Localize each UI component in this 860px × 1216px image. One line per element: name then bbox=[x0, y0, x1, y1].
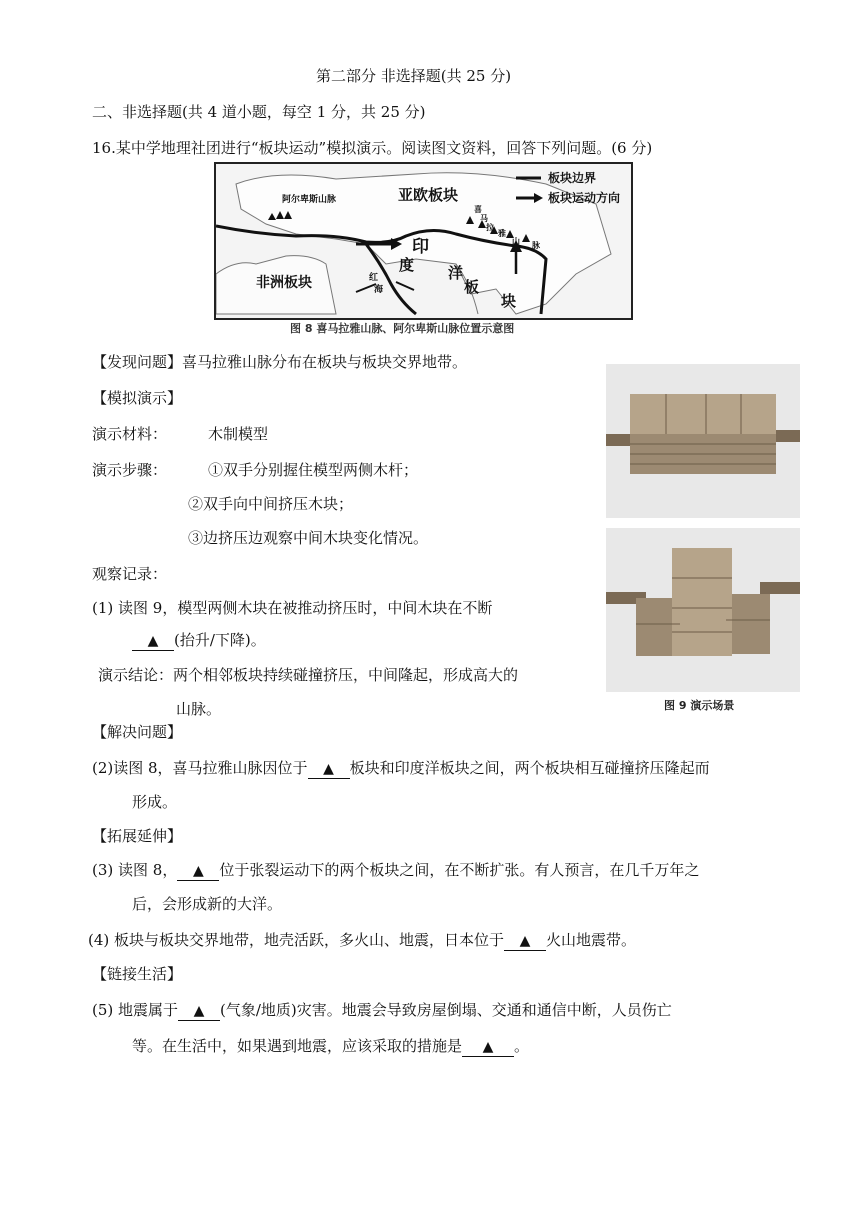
conclusion-line-1: 演示结论：两个相邻板块持续碰撞挤压，中间隆起，形成高大的 bbox=[98, 666, 519, 684]
question-stem: 16.某中学地理社团进行“板块运动”模拟演示。阅读图文资料，回答下列问题。(6 分) bbox=[92, 139, 653, 157]
india-plate-label-3: 洋 bbox=[448, 264, 464, 282]
question-4-suffix: 火山地震带。 bbox=[546, 931, 637, 949]
question-5-line-1 bbox=[92, 1000, 672, 1021]
himalaya-label-6: 脉 bbox=[532, 241, 540, 250]
step-3: ③边挤压边观察中间木块变化情况。 bbox=[188, 529, 429, 547]
figure-8-caption: 图 8 喜马拉雅山脉、阿尔卑斯山脉位置示意图 bbox=[290, 322, 515, 335]
himalaya-label-4: 雅 bbox=[498, 229, 506, 238]
find-problem: 【发现问题】喜马拉雅山脉分布在板块与板块交界地带。 bbox=[92, 353, 468, 371]
question-3-line-2: 后，会形成新的大洋。 bbox=[132, 895, 283, 913]
step-2: ②双手向中间挤压木块； bbox=[188, 495, 354, 513]
blank-marker: ▲ bbox=[147, 633, 159, 649]
african-plate-label: 非洲板块 bbox=[256, 275, 312, 291]
red-sea-label-1: 红 bbox=[369, 273, 379, 283]
alps-label: 阿尔卑斯山脉 bbox=[282, 195, 337, 205]
materials-value: 木制模型 bbox=[208, 425, 269, 443]
conclusion-line-2: 山脉。 bbox=[176, 700, 222, 718]
extend-heading: 【拓展延伸】 bbox=[92, 827, 183, 845]
question-5-line-2-prefix: 等。在生活中，如果遇到地震，应该采取的措施是 bbox=[132, 1037, 463, 1055]
answer-blank-2[interactable] bbox=[308, 759, 350, 779]
india-plate-label-2: 度 bbox=[399, 256, 415, 274]
question-1-prefix: (1) 读图 9，模型两侧木块在被推动挤压时，中间木块在不断 bbox=[92, 599, 493, 617]
materials-label: 演示材料： bbox=[92, 425, 168, 443]
question-1-line-1 bbox=[92, 598, 492, 618]
question-5-prefix: (5) 地震属于 bbox=[92, 1001, 179, 1019]
motion-arrow-3 bbox=[356, 284, 376, 292]
life-heading: 【链接生活】 bbox=[92, 965, 183, 983]
blank-marker: ▲ bbox=[519, 933, 531, 949]
himalaya-label-2: 马 bbox=[480, 214, 488, 223]
himalaya-label-3: 拉 bbox=[486, 223, 494, 232]
blank-marker: ▲ bbox=[193, 1003, 205, 1019]
question-4 bbox=[88, 930, 636, 951]
section-title: 第二部分 非选择题(共 25 分) bbox=[316, 67, 512, 85]
eurasian-plate-label: 亚欧板块 bbox=[398, 186, 459, 204]
india-plate-label-1: 印 bbox=[412, 237, 429, 257]
question-2-line-1 bbox=[92, 758, 710, 779]
question-3-line-1 bbox=[92, 860, 699, 881]
blank-marker: ▲ bbox=[323, 761, 334, 777]
india-plate-label-4: 板 bbox=[464, 278, 480, 296]
question-5-line-2 bbox=[132, 1036, 529, 1057]
step-1: ①双手分别握住模型两侧木杆； bbox=[208, 461, 419, 479]
figure-9-caption: 图 9 演示场景 bbox=[664, 699, 735, 712]
question-3-prefix: (3) 读图 8， bbox=[92, 861, 178, 879]
answer-blank-5[interactable] bbox=[178, 1001, 220, 1021]
answer-blank-1[interactable] bbox=[132, 631, 174, 651]
question-2-line-2: 形成。 bbox=[132, 793, 178, 811]
observation-label: 观察记录： bbox=[92, 565, 168, 583]
plate-map bbox=[216, 164, 631, 318]
answer-blank-6[interactable] bbox=[462, 1037, 514, 1057]
blank-marker: ▲ bbox=[192, 863, 204, 879]
solve-heading: 【解决问题】 bbox=[92, 723, 183, 741]
motion-arrow-4 bbox=[396, 282, 414, 290]
legend-boundary-label: 板块边界 bbox=[548, 171, 597, 185]
question-1-line-2 bbox=[132, 630, 266, 651]
legend-direction-label: 板块运动方向 bbox=[548, 191, 621, 205]
question-5-line-2-suffix: 。 bbox=[514, 1037, 530, 1055]
steps-label: 演示步骤： bbox=[92, 461, 168, 479]
demo-photo-after bbox=[606, 528, 800, 692]
plate-map-figure bbox=[214, 162, 633, 320]
himalaya-label-1: 喜 bbox=[474, 205, 482, 214]
india-plate-label-5: 块 bbox=[501, 292, 517, 310]
question-2-prefix: (2)读图 8，喜马拉雅山脉因位于 bbox=[92, 759, 308, 777]
answer-blank-3[interactable] bbox=[177, 861, 219, 881]
question-5-middle: (气象/地质)灾害。地震会导致房屋倒塌、交通和通信中断，人员伤亡 bbox=[220, 1001, 672, 1019]
demo-photo-before bbox=[606, 364, 800, 518]
himalaya-label-5: 山 bbox=[512, 237, 520, 246]
answer-blank-4[interactable] bbox=[504, 931, 546, 951]
section-subtitle: 二、非选择题(共 4 道小题，每空 1 分，共 25 分) bbox=[92, 103, 426, 121]
question-2-suffix: 板块和印度洋板块之间，两个板块相互碰撞挤压隆起而 bbox=[349, 759, 710, 777]
question-4-prefix: (4) 板块与板块交界地带，地壳活跃，多火山、地震，日本位于 bbox=[88, 931, 505, 949]
question-3-suffix: 位于张裂运动下的两个板块之间，在不断扩张。有人预言，在几千万年之 bbox=[219, 861, 700, 879]
question-1-suffix: (抬升/下降)。 bbox=[174, 631, 266, 649]
blank-marker: ▲ bbox=[482, 1039, 494, 1055]
simulation-heading: 【模拟演示】 bbox=[92, 389, 183, 407]
red-sea-label-2: 海 bbox=[374, 285, 384, 295]
